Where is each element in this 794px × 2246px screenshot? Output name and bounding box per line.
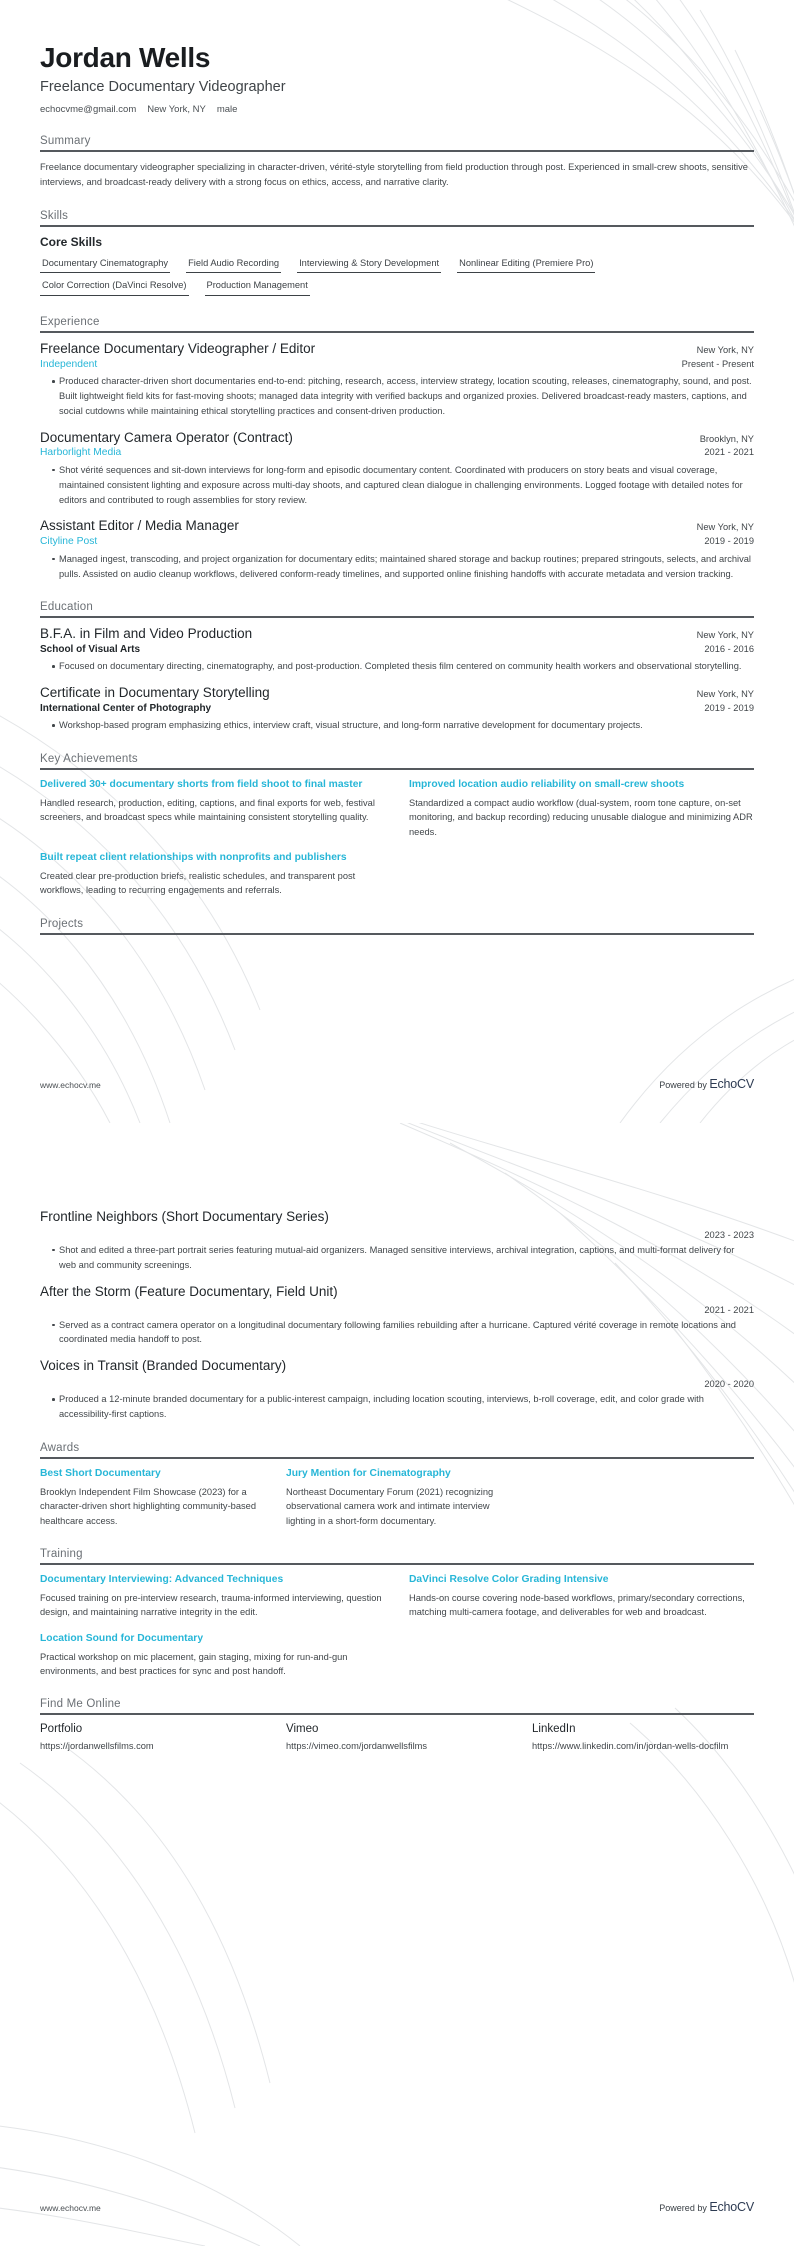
achievement-card — [40, 778, 385, 839]
experience-role: Documentary Camera Operator (Contract) — [40, 429, 293, 445]
link-label: Portfolio — [40, 1723, 83, 1736]
training-card — [40, 1573, 385, 1620]
bullet-item: Shot vérité sequences and sit-down interviews for long-form and episodic documentary content. Coordinated with producers on story beats and visual coverage, maintained consistent lighting and exposure across multi-day shoots, and captured clean dialogue in challenging environments. Logged footage with detailed notes for editors and contributed to rough assemblies for story review. — [52, 463, 754, 508]
link-url[interactable]: https://www.linkedin.com/in/jordan-wells-docfilm — [532, 1741, 729, 1752]
page-footer — [40, 2200, 754, 2214]
experience-organization: Harborlight Media — [40, 447, 122, 459]
section-projects-heading — [40, 918, 754, 935]
project-entry — [40, 1358, 754, 1422]
footer-website-url[interactable]: www.echocv.me — [40, 1080, 101, 1090]
education-entry — [40, 626, 754, 674]
training-title: Location Sound for Documentary — [40, 1632, 204, 1644]
skill-chip: Color Correction (DaVinci Resolve) — [40, 279, 189, 296]
project-bullets — [40, 1392, 754, 1422]
skill-group-title: Core Skills — [40, 234, 103, 249]
training-description: Hands-on course covering node-based workflows, primary/secondary corrections, matching multi-camera footage, and deliverables for web and broadcast. — [409, 1592, 745, 1618]
section-title-skills: Skills — [40, 209, 69, 222]
training-title: Documentary Interviewing: Advanced Techniques — [40, 1574, 284, 1586]
experience-entry — [40, 430, 754, 508]
bullet-item: Produced character-driven short documentaries end-to-end: pitching, research, access, interview strategy, location scouting, releases, cinematography, sound, and post. Built lightweight field kits for fast-moving shoots; managed data integrity with verified backups and organized proxies. Delivered broadcast-ready masters, captions, and social cutdowns while maintaining ethical storytelling practices and consent-driven production. — [52, 374, 754, 419]
award-grid — [40, 1467, 754, 1528]
section-training — [40, 1548, 754, 1678]
achievement-description: Standardized a compact audio workflow (dual-system, room tone capture, on-set monitoring, and backup recording) reducing unusable dialogue and minimizing ADR needs. — [409, 797, 753, 837]
award-card — [40, 1467, 262, 1528]
bullet-item: Focused on documentary directing, cinematography, and post-production. Completed thesis film centered on community health workers and observational storytelling. — [52, 659, 754, 674]
education-location: New York, NY — [696, 689, 754, 700]
experience-location: Brooklyn, NY — [699, 433, 754, 444]
link-url[interactable]: https://vimeo.com/jordanwellsfilms — [286, 1741, 428, 1752]
achievement-title: Improved location audio reliability on small-crew shoots — [409, 778, 685, 790]
achievement-grid — [40, 778, 754, 898]
section-title-projects: Projects — [40, 917, 84, 930]
page-footer — [40, 1077, 754, 1091]
education-bullets — [40, 659, 754, 674]
section-title-awards: Awards — [40, 1441, 80, 1454]
award-card — [286, 1467, 508, 1528]
section-awards — [40, 1442, 754, 1528]
training-description: Focused training on pre-interview research, trauma-informed interviewing, question design, and maintaining narrative integrity in the edit. — [40, 1592, 382, 1618]
experience-role: Freelance Documentary Videographer / Editor — [40, 340, 316, 356]
link-card-portfolio — [40, 1723, 262, 1754]
section-title-experience: Experience — [40, 315, 100, 328]
link-label: Vimeo — [286, 1723, 319, 1736]
experience-dates: 2021 - 2021 — [704, 447, 754, 458]
training-grid — [40, 1573, 754, 1678]
experience-organization: Independent — [40, 358, 98, 370]
skill-chip: Field Audio Recording — [186, 257, 281, 274]
achievement-card — [409, 778, 754, 839]
project-name: Frontline Neighbors (Short Documentary Series) — [40, 1209, 329, 1224]
skill-chip: Nonlinear Editing (Premiere Pro) — [457, 257, 595, 274]
achievement-title: Built repeat client relationships with nonprofits and publishers — [40, 852, 347, 864]
footer-brand-name: EchoCV — [709, 1077, 754, 1091]
experience-bullets — [40, 374, 754, 419]
training-description: Practical workshop on mic placement, gain staging, mixing for run-and-gun environments, and best practices for sync and post handoff. — [40, 1651, 348, 1677]
achievement-card — [40, 851, 385, 898]
education-location: New York, NY — [696, 630, 754, 641]
education-school: International Center of Photography — [40, 703, 212, 715]
footer-brand-name: EchoCV — [709, 2200, 754, 2214]
link-card-vimeo — [286, 1723, 508, 1754]
experience-dates: 2019 - 2019 — [704, 536, 754, 547]
experience-entry — [40, 341, 754, 419]
experience-location: New York, NY — [696, 522, 754, 533]
education-school: School of Visual Arts — [40, 644, 141, 656]
link-card-linkedin — [532, 1723, 754, 1754]
section-education — [40, 601, 754, 733]
experience-bullets — [40, 463, 754, 508]
bullet-item: Workshop-based program emphasizing ethics, interview craft, visual structure, and long-form narrative development for documentary projects. — [52, 718, 754, 733]
footer-branding — [659, 1077, 754, 1091]
footer-branding — [659, 2200, 754, 2214]
achievement-description: Created clear pre-production briefs, realistic schedules, and transparent post workflows, leading to recurring engagements and referrals. — [40, 870, 356, 896]
section-title-education: Education — [40, 601, 93, 614]
footer-powered-by-label: Powered by — [659, 2203, 707, 2213]
experience-organization: Cityline Post — [40, 536, 98, 548]
project-dates: 2020 - 2020 — [704, 1379, 754, 1390]
section-summary — [40, 135, 754, 189]
training-card — [40, 1632, 385, 1679]
education-dates: 2016 - 2016 — [704, 644, 754, 655]
professional-headline: Freelance Documentary Videographer — [40, 79, 286, 96]
award-card-empty — [532, 1467, 754, 1528]
footer-powered-by-label: Powered by — [659, 1080, 707, 1090]
bullet-item: Managed ingest, transcoding, and project organization for documentary edits; maintained shared storage and backup routines; prepared stringouts, selects, and archival pulls. Assisted on audio cleanup workflows, delivered conform-ready timelines, and supported online finishing handoffs with accurate metadata and version tracking. — [52, 552, 754, 582]
project-entry — [40, 1209, 754, 1273]
award-description: Brooklyn Independent Film Showcase (2023) for a character-driven short highlighting community-based healthcare access. — [40, 1486, 256, 1526]
experience-bullets — [40, 552, 754, 582]
link-label: LinkedIn — [532, 1723, 576, 1736]
links-grid — [40, 1723, 754, 1754]
project-name: Voices in Transit (Branded Documentary) — [40, 1358, 287, 1374]
project-dates: 2021 - 2021 — [704, 1304, 754, 1315]
section-key-achievements — [40, 753, 754, 898]
project-bullets — [40, 1243, 754, 1273]
education-dates: 2019 - 2019 — [704, 703, 754, 714]
section-title-find-me-online: Find Me Online — [40, 1698, 121, 1711]
section-projects-body — [40, 1209, 754, 1422]
section-title-training: Training — [40, 1548, 83, 1561]
achievement-description: Handled research, production, editing, captions, and final exports for web, festival screeners, and broadcast specs while maintaining consistent storytelling quality. — [40, 797, 375, 823]
footer-website-url[interactable]: www.echocv.me — [40, 2203, 101, 2213]
resume-page-2 — [0, 1123, 794, 2246]
bullet-item: Served as a contract camera operator on a longitudinal documentary following families rebuilding after a hurricane. Captured vérité coverage in remote locations and coordinated media handoff to post. — [52, 1318, 754, 1348]
link-url[interactable]: https://jordanwellsfilms.com — [40, 1741, 154, 1752]
education-entry — [40, 685, 754, 733]
summary-text: Freelance documentary videographer specializing in character-driven, vérité-style storytelling from field production through post. Experienced in small-crew shoots, sensitive interviews, and broadcast-ready delivery with a strong focus on ethics, access, and narrative clarity. — [40, 162, 748, 187]
training-card — [409, 1573, 754, 1620]
section-title-summary: Summary — [40, 135, 91, 148]
project-dates: 2023 - 2023 — [704, 1229, 754, 1240]
bullet-item: Produced a 12-minute branded documentary for a public-interest campaign, including location scouting, interviews, b-roll coverage, edit, and color grade with accessibility-first captions. — [52, 1392, 754, 1422]
section-skills — [40, 210, 754, 296]
section-experience — [40, 316, 754, 582]
training-title: DaVinci Resolve Color Grading Intensive — [409, 1574, 609, 1586]
project-name: After the Storm (Feature Documentary, Field Unit) — [40, 1283, 338, 1299]
resume-header — [40, 0, 754, 115]
contact-gender: male — [216, 104, 238, 116]
education-degree: B.F.A. in Film and Video Production — [40, 626, 253, 642]
award-title: Jury Mention for Cinematography — [286, 1467, 451, 1479]
bullet-item: Shot and edited a three-part portrait series featuring mutual-aid organizers. Managed sensitive interviews, archival integration, captions, and multi-format delivery for web and community screenings. — [52, 1243, 754, 1273]
experience-dates: Present - Present — [681, 358, 754, 369]
experience-role: Assistant Editor / Media Manager — [40, 518, 239, 534]
skill-chip: Production Management — [205, 279, 310, 296]
achievement-title: Delivered 30+ documentary shorts from field shoot to final master — [40, 778, 363, 790]
contact-location: New York, NY — [147, 104, 206, 116]
experience-entry — [40, 518, 754, 581]
skill-chip: Interviewing & Story Development — [297, 257, 441, 274]
contact-email: echocvme@gmail.com — [40, 104, 137, 116]
education-bullets — [40, 718, 754, 733]
skill-chip-list — [40, 257, 740, 296]
section-title-key-achievements: Key Achievements — [40, 752, 138, 765]
experience-location: New York, NY — [696, 344, 754, 355]
section-divider — [40, 933, 754, 935]
section-find-me-online — [40, 1698, 754, 1754]
page-title: Jordan Wells — [40, 42, 211, 73]
education-degree: Certificate in Documentary Storytelling — [40, 685, 270, 701]
award-description: Northeast Documentary Forum (2021) recognizing observational camera work and intimate interview lighting in a short-form documentary. — [286, 1486, 494, 1526]
skill-chip: Documentary Cinematography — [40, 257, 170, 274]
project-bullets — [40, 1318, 754, 1348]
contact-info — [40, 104, 754, 115]
project-entry — [40, 1284, 754, 1348]
award-title: Best Short Documentary — [40, 1467, 161, 1479]
